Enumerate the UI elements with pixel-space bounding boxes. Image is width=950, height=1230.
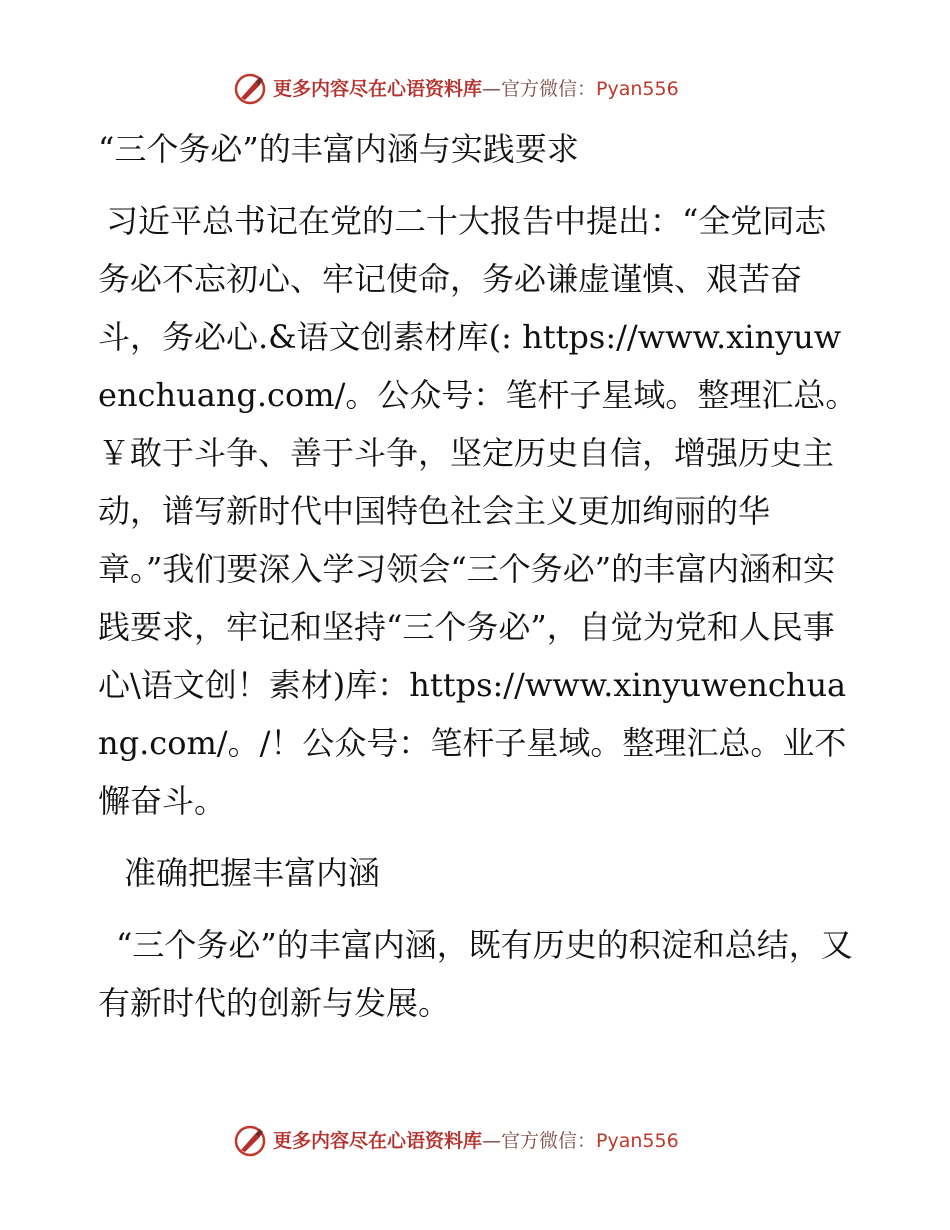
watermark-official-text: —官方微信： [482,1130,597,1152]
watermark-official-text: —官方微信： [482,78,597,100]
watermark-site-text: 更多内容尽在心语资料库 [273,1130,483,1152]
paragraph-1: 习近平总书记在党的二十大报告中提出：“全党同志务必不忘初心、牢记使命，务必谦虚谨慎、艰苦奋斗，务必心.&语文创素材库(: https://www.xinyuwenchuang.com/。公众号：笔杆子星域。整理汇总。￥敢于斗争、善于斗争，坚定历史自信，增强历史主动，谱写新时代中国特色社会主义更加绚丽的华章。”我们要深入学习领会“三个务必”的丰富内涵和实践要求，牢记和坚持“三个务必”，自觉为党和人民事心\语文创！素材)库：https://www.xinyuwenchuang.com/。/！公众号：笔杆子星域。整理汇总。业不懈奋斗。 [98,202,858,820]
pen-logo-icon [233,1124,267,1158]
watermark-site-text: 更多内容尽在心语资料库 [273,78,483,100]
header-watermark [233,72,679,106]
document-title: “三个务必”的丰富内涵与实践要求 [98,130,579,168]
pen-logo-icon [233,72,267,106]
watermark-account: Pyan556 [596,1130,679,1152]
footer-watermark [233,1124,679,1158]
document-body [98,120,858,1032]
subheading: 准确把握丰富内涵 [124,854,381,892]
paragraph-2: “三个务必”的丰富内涵，既有历史的积淀和总结，又有新时代的创新与发展。 [98,926,853,1022]
watermark-account: Pyan556 [596,78,679,100]
